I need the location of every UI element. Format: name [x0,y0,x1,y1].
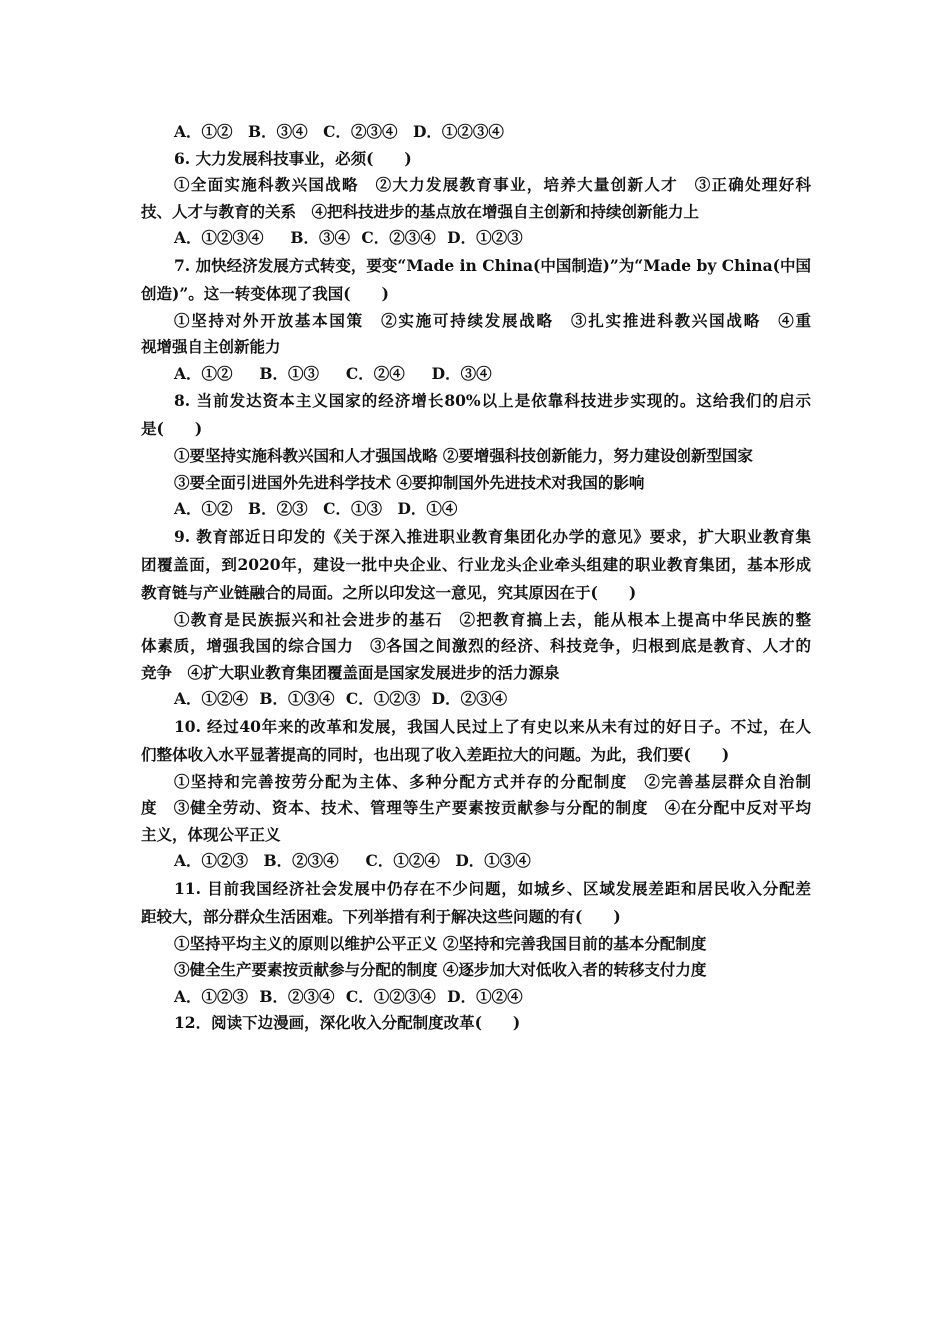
q11-options: A．①②③ B．②③④ C．①②③④ D．①②④ [174,986,523,1006]
q6-statements-line2: 技、人才与教育的关系 ④把科技进步的基点放在增强自主创新和持续创新能力上 [141,201,700,221]
q11-statements-line1: ①坚持平均主义的原则以维护公平正义 ②坚持和完善我国目前的基本分配制度 [174,933,707,953]
q9-statements-line2: 体素质，增强我国的综合国力 ③各国之间激烈的经济、科技竞争，归根到底是教育、人才的 [141,636,811,655]
q9-stem-line1: 9. 教育部近日印发的《关于深入推进职业教育集团化办学的意见》要求，扩大职业教育集 [174,526,811,546]
q10-stem-line1: 10. 经过40年来的改革和发展，我国人民过上了有史以来从未有过的好日子。不过，在人 [174,716,811,736]
q5-options: A．①② B．③④ C．②③④ D．①②③④ [174,122,504,141]
q6-stem: 6. 大力发展科技事业，必须( ) [174,148,412,168]
q7-options: A．①② B．①③ C．②④ D．③④ [174,363,492,383]
q9-statements-line3: 竞争 ④扩大职业教育集团覆盖面是国家发展进步的活力源泉 [141,662,560,682]
q10-statements-line3: 主义，体现公平正义 [141,824,281,844]
q7-stem-line1: 7. 加快经济发展方式转变，要变“Made in China(中国制造)”为“Made by China(中国 [174,255,811,275]
q7-stem-line2: 创造)”。这一转变体现了我国( ) [141,283,389,303]
q11-stem-line2: 距较大，部分群众生活困难。下列举措有利于解决这些问题的有( ) [141,906,621,926]
q11-statements-line2: ③健全生产要素按贡献参与分配的制度 ④逐步加大对低收入者的转移支付力度 [174,960,707,979]
q8-stem-line1: 8. 当前发达资本主义国家的经济增长80%以上是依靠科技进步实现的。这给我们的启示 [174,391,811,410]
q8-statements-line2: ③要全面引进国外先进科学技术 ④要抑制国外先进技术对我国的影响 [174,472,645,492]
q12-stem: 12．阅读下边漫画，深化收入分配制度改革( ) [174,1013,521,1032]
q9-stem-line3: 教育链与产业链融合的局面。之所以印发这一意见，究其原因在于( ) [141,582,637,602]
q10-statements-line2: 度 ③健全劳动、资本、技术、管理等生产要素按贡献参与分配的制度 ④在分配中反对平均 [141,798,811,817]
q6-options: A．①②③④ B．③④ C．②③④ D．①②③ [174,228,523,247]
q8-statements-line1: ①要坚持实施科教兴国和人才强国战略 ②要增强科技创新能力，努力建设创新型国家 [174,446,753,465]
q10-options: A．①②③ B．②③④ C．①②④ D．①③④ [174,851,531,870]
q9-stem-line2: 团覆盖面，到2020年，建设一批中央企业、行业龙头企业牵头组建的职业教育集团，基本形成 [141,554,811,574]
q8-options: A．①② B．②③ C．①③ D．①④ [174,499,458,518]
q10-statements-line1: ①坚持和完善按劳分配为主体、多种分配方式并存的分配制度 ②完善基层群众自治制 [174,771,811,791]
q11-stem-line1: 11. 目前我国经济社会发展中仍存在不少问题，如城乡、区域发展差距和居民收入分配差 [174,878,811,898]
q9-statements-line1: ①教育是民族振兴和社会进步的基石 ②把教育搞上去，能从根本上提高中华民族的整 [174,609,811,629]
q7-statements-line1: ①坚持对外开放基本国策 ②实施可持续发展战略 ③扎实推进科教兴国战略 ④重 [174,310,811,330]
q7-statements-line2: 视增强自主创新能力 [141,337,281,356]
q8-stem-line2: 是( ) [141,419,203,438]
q6-statements-line1: ①全面实施科教兴国战略 ②大力发展教育事业，培养大量创新人才 ③正确处理好科 [174,175,811,194]
document-page [141,119,811,1037]
q10-stem-line2: 们整体收入水平显著提高的同时，也出现了收入差距拉大的问题。为此，我们要( ) [141,744,730,764]
q9-options: A．①②④ B．①③④ C．①②③ D．②③④ [174,689,508,708]
